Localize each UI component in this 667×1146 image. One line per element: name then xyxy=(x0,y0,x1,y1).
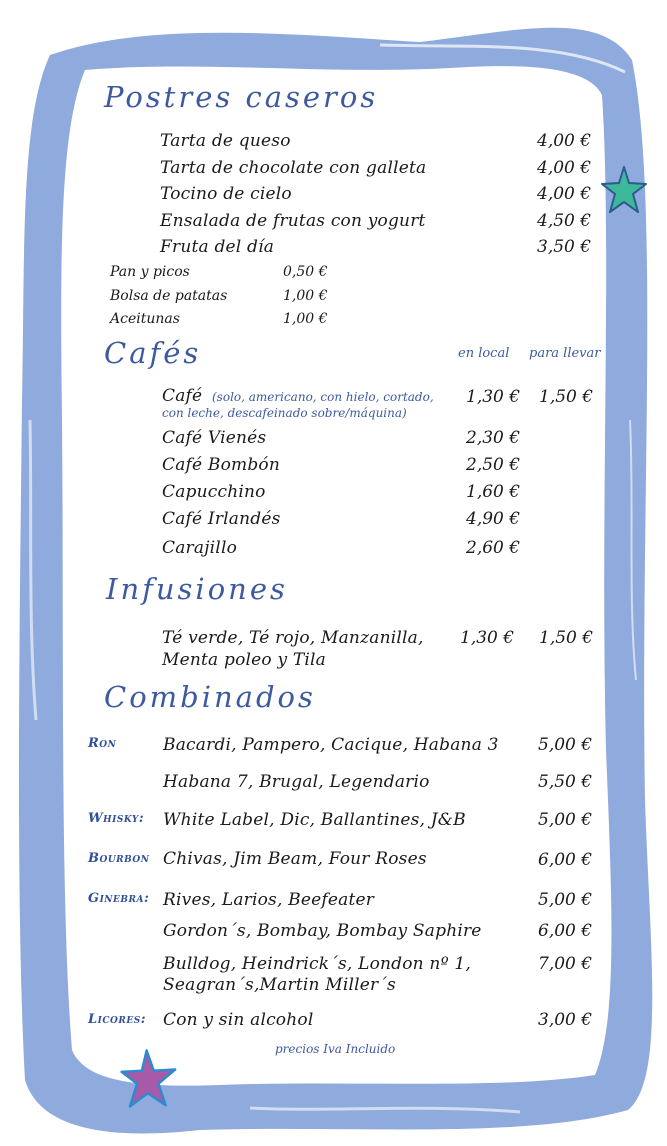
drink-price: 6,00 € xyxy=(538,921,593,941)
menu-item-name-continued: Menta poleo y Tila xyxy=(162,650,326,670)
price-local: 2,50 € xyxy=(466,455,521,475)
menu-item-name: Tocino de cielo xyxy=(160,184,292,204)
price-local: 2,30 € xyxy=(466,428,521,448)
menu-item-name: Carajillo xyxy=(162,538,238,558)
menu-item-name: Café Irlandés xyxy=(162,509,281,529)
menu-item-name: Té verde, Té rojo, Manzanilla, xyxy=(162,628,424,648)
menu-item-note: con leche, descafeinado sobre/máquina) xyxy=(162,406,407,420)
menu-item-price: 4,00 € xyxy=(537,184,592,204)
price-local: 1,30 € xyxy=(460,628,515,648)
extra-item-price: 0,50 € xyxy=(283,264,328,280)
column-header-llevar: para llevar xyxy=(529,346,601,361)
extra-item-name: Aceitunas xyxy=(110,311,180,327)
green-starfish-icon xyxy=(600,165,648,217)
column-header-local: en local xyxy=(458,346,510,361)
menu-item-name: Ensalada de frutas con yogurt xyxy=(160,211,426,231)
drink-category-label: Bourbon xyxy=(88,851,150,866)
menu-item-name: Café Vienés xyxy=(162,428,267,448)
price-llevar: 1,50 € xyxy=(539,628,594,648)
drink-price: 5,00 € xyxy=(538,890,593,910)
menu-item-price: 4,50 € xyxy=(537,211,592,231)
price-local: 4,90 € xyxy=(466,509,521,529)
section-title-combinados: Combinados xyxy=(104,680,316,714)
section-title-cafes: Cafés xyxy=(104,336,202,370)
section-title-postres: Postres caseros xyxy=(104,80,379,114)
drink-category-label: Licores: xyxy=(88,1012,146,1027)
pink-starfish-icon xyxy=(120,1048,178,1110)
drink-brands: White Label, Dic, Ballantines, J&B xyxy=(163,810,466,830)
menu-item-name: Fruta del día xyxy=(160,237,275,257)
menu-item-price: 4,00 € xyxy=(537,158,592,178)
price-local: 1,60 € xyxy=(466,482,521,502)
price-local: 2,60 € xyxy=(466,538,521,558)
drink-brands: Habana 7, Brugal, Legendario xyxy=(163,772,430,792)
drink-brands: Rives, Larios, Beefeater xyxy=(163,890,375,910)
drink-brands: Con y sin alcohol xyxy=(163,1010,314,1030)
menu-item-name: Tarta de queso xyxy=(160,131,291,151)
drink-category-label: Ginebra: xyxy=(88,891,150,906)
drink-brands: Gordon´s, Bombay, Bombay Saphire xyxy=(163,921,482,941)
drink-category-label: Whisky: xyxy=(88,811,145,826)
drink-brands: Chivas, Jim Beam, Four Roses xyxy=(163,849,427,869)
extra-item-name: Bolsa de patatas xyxy=(110,288,228,304)
drink-price: 6,00 € xyxy=(538,850,593,870)
drink-price: 3,00 € xyxy=(538,1010,593,1030)
drink-brands: Bacardi, Pampero, Cacique, Habana 3 xyxy=(163,735,499,755)
price-local: 1,30 € xyxy=(466,387,521,407)
footer-note: precios Iva Incluido xyxy=(275,1042,396,1056)
menu-item-name: Tarta de chocolate con galleta xyxy=(160,158,427,178)
extra-item-price: 1,00 € xyxy=(283,288,328,304)
drink-price: 5,50 € xyxy=(538,772,593,792)
extra-item-price: 1,00 € xyxy=(283,311,328,327)
drink-brands-continued: Seagran´s,Martin Miller´s xyxy=(163,975,396,995)
drink-brands: Bulldog, Heindrick´s, London nº 1, xyxy=(163,954,472,974)
drink-price: 5,00 € xyxy=(538,735,593,755)
menu-item-price: 4,00 € xyxy=(537,131,592,151)
price-llevar: 1,50 € xyxy=(539,387,594,407)
section-title-infusiones: Infusiones xyxy=(106,572,288,606)
menu-item-price: 3,50 € xyxy=(537,237,592,257)
extra-item-name: Pan y picos xyxy=(110,264,190,280)
menu-item-note: (solo, americano, con hielo, cortado, xyxy=(212,390,434,404)
menu-item-name: Capucchino xyxy=(162,482,266,502)
drink-price: 7,00 € xyxy=(538,954,593,974)
menu-item-name: Café Bombón xyxy=(162,455,281,475)
menu-item-name: Café xyxy=(162,386,203,406)
drink-price: 5,00 € xyxy=(538,810,593,830)
drink-category-label: Ron xyxy=(88,736,117,751)
